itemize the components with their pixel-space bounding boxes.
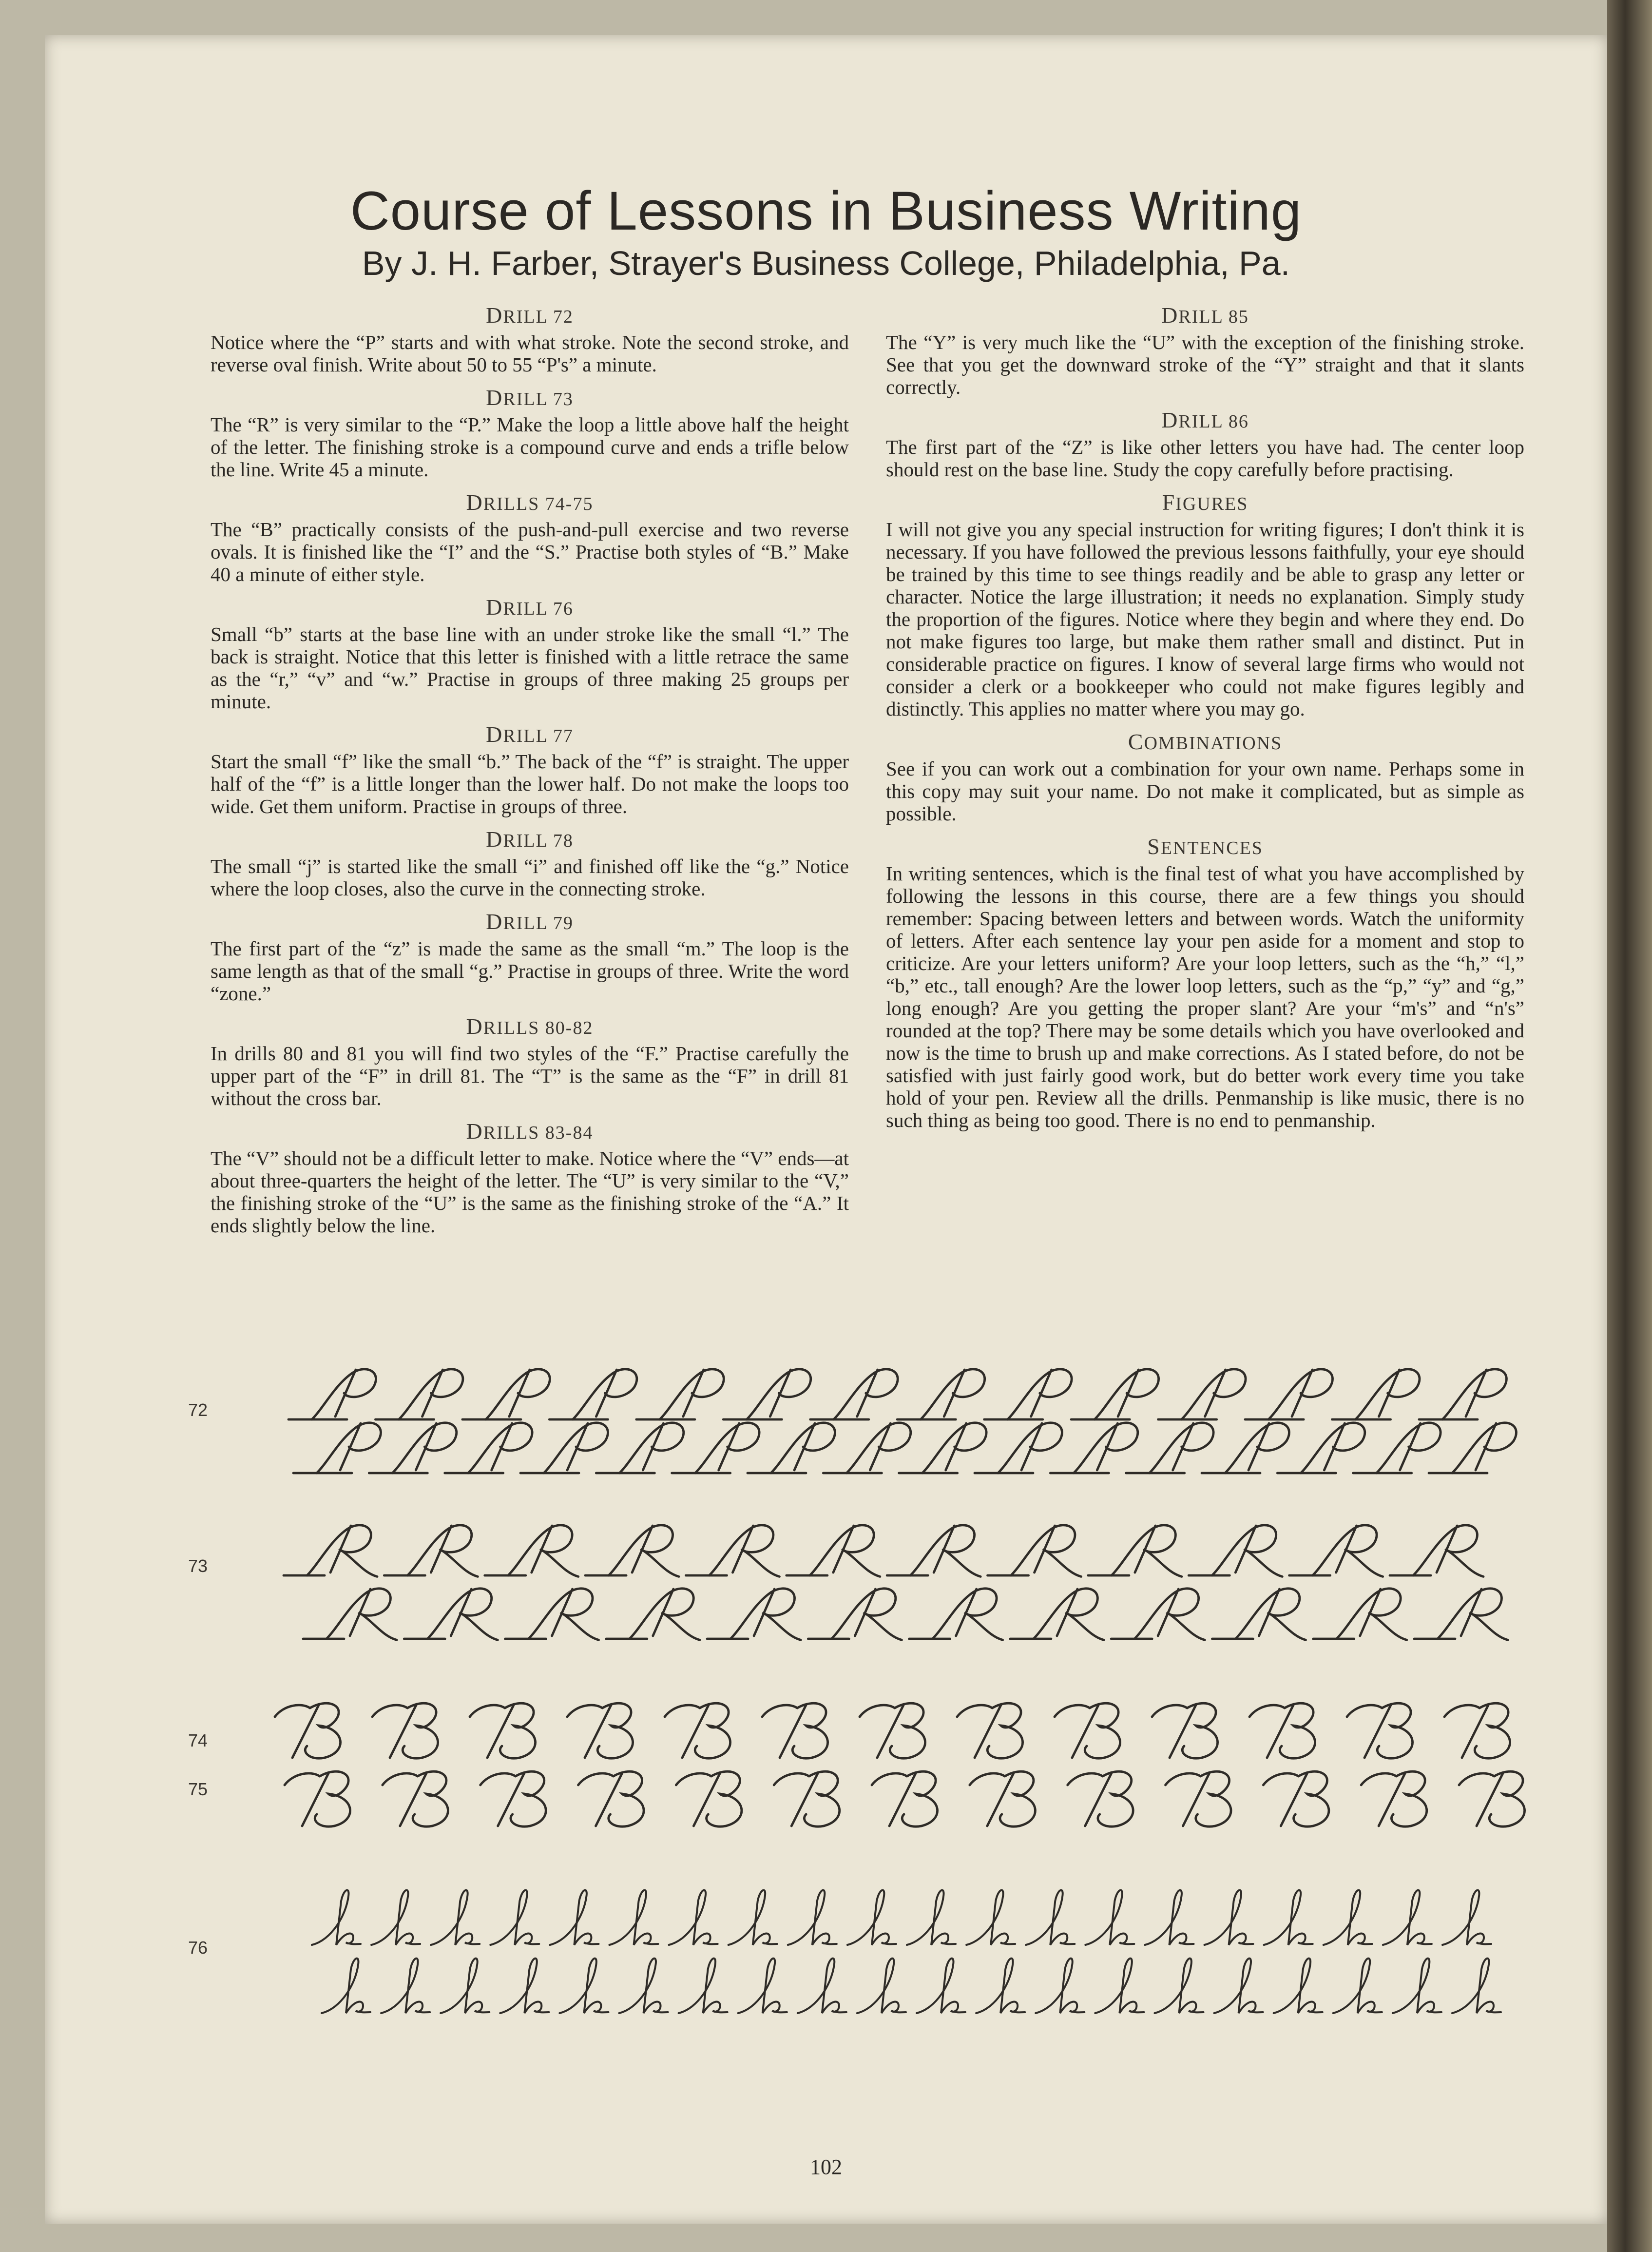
section-paragraph: Small “b” starts at the base line with an under stroke like the small “l.” The back is straight. Notice that this letter is finished with a little retrace the same as the “r,” “v” and “w.” Practise in groups of three making 25 groups per minute. (211, 623, 849, 713)
right-section (886, 302, 1524, 398)
left-section (211, 489, 849, 585)
section-paragraph: The “B” practically consists of the push-and-pull exercise and two reverse ovals. It is finished like the “I” and the “S.” Practise both styles of “B.” Make 40 a minute of either style. (211, 518, 849, 585)
section-heading: DRILLS 83-84 (466, 1119, 594, 1144)
section-heading: DRILL 76 (486, 595, 574, 620)
book-spine (1607, 0, 1652, 2252)
right-section (886, 834, 1524, 1131)
section-heading: DRILLS 74-75 (466, 490, 594, 515)
right-section (886, 489, 1524, 720)
plate-label-75: 75 (188, 1779, 208, 1799)
section-paragraph: The “R” is very similar to the “P.” Make the loop a little above half the height of the letter. The finishing stroke is a compound curve and ends a trifle below the line. Write 45 a minute. (211, 413, 849, 481)
section-heading: DRILLS 80-82 (466, 1014, 594, 1039)
section-paragraph: In writing sentences, which is the final test of what you have accomplished by following the lessons in this course, there are a few things you should remember: Spacing between letters and between words. Watch the uniformity of letters. After each sentence lay your pen aside for a moment and stop to criticize. Are your letters uniform? Are your loop letters, such as the “h,” “l,” “b,” etc., tall enough? Are the lower loop letters, such as the “p,” “y” and “g,” long enough? Are you getting the proper slant? Are your “m's” and “n's” rounded at the top? There may be some details which you have overlooked and now is the time to brush up and make corrections. As I stated before, do not be satisfied with just fairly good work, but do better work every time you take hold of your pen. Review all the drills. Penmanship is like music, there is no such thing as being too good. There is no end to penmanship. (886, 862, 1524, 1131)
right-section (886, 407, 1524, 481)
section-paragraph: The first part of the “z” is made the same as the small “m.” The loop is the same length as that of the small “g.” Practise in groups of three. Write the word “zone.” (211, 937, 849, 1005)
plate-label-74: 74 (188, 1730, 208, 1750)
section-paragraph: The “Y” is very much like the “U” with the exception of the finishing stroke. See that you get the downward stroke of the “Y” straight and that it slants correctly. (886, 331, 1524, 398)
section-heading: DRILL 77 (486, 722, 574, 747)
section-heading: DRILL 78 (486, 827, 574, 852)
section-heading: COMBINATIONS (1128, 729, 1283, 754)
left-section (211, 1118, 849, 1237)
page-number: 102 (810, 2155, 842, 2179)
section-heading: SENTENCES (1147, 834, 1263, 859)
right-text-column (886, 302, 1524, 1140)
section-heading: DRILL 85 (1161, 303, 1249, 328)
left-section (211, 385, 849, 481)
section-paragraph: See if you can work out a combination for your own name. Perhaps some in this copy may suit your name. Do not make it complicated, but as simple as possible. (886, 757, 1524, 825)
left-section (211, 594, 849, 713)
section-heading: FIGURES (1162, 490, 1249, 515)
plate-label-76: 76 (188, 1938, 208, 1958)
left-section (211, 826, 849, 900)
left-section (211, 1013, 849, 1109)
left-text-column (211, 302, 849, 1245)
section-heading: DRILL 73 (486, 385, 574, 410)
article-title: Course of Lessons in Business Writing (350, 180, 1302, 241)
section-paragraph: In drills 80 and 81 you will find two styles of the “F.” Practise carefully the upper part of the “F” in drill 81. The “T” is the same as the “F” in drill 81 without the cross bar. (211, 1042, 849, 1109)
left-section (211, 302, 849, 376)
right-section (886, 729, 1524, 825)
left-section (211, 721, 849, 817)
section-heading: DRILL 86 (1161, 408, 1249, 432)
article-byline: By J. H. Farber, Strayer's Business College, Philadelphia, Pa. (362, 244, 1290, 282)
section-paragraph: The small “j” is started like the small “i” and finished off like the “g.” Notice where the loop closes, also the curve in the connecting stroke. (211, 855, 849, 900)
section-paragraph: Start the small “f” like the small “b.” The back of the “f” is straight. The upper half of the “f” is a little longer than the lower half. Do not make the loops too wide. Get them uniform. Practise in groups of three. (211, 750, 849, 817)
left-section (211, 909, 849, 1005)
section-heading: DRILL 72 (486, 303, 574, 328)
plate-label-73: 73 (188, 1556, 208, 1576)
section-heading: DRILL 79 (486, 909, 574, 934)
section-paragraph: I will not give you any special instruction for writing figures; I don't think it is necessary. If you have followed the previous lessons faithfully, your eye should be trained by this time to see things readily and be able to grasp any letter or character. Notice the large illustration; it needs no explanation. Simply study the proportion of the figures. Notice where they begin and where they end. Do not make figures too large, but make them rather small and distinct. Put in considerable practice on figures. I know of several large firms who would not consider a clerk or a bookkeeper who could not make figures legibly and distinctly. This applies no matter where you may go. (886, 518, 1524, 720)
section-paragraph: The first part of the “Z” is like other letters you have had. The center loop should rest on the base line. Study the copy carefully before practising. (886, 436, 1524, 481)
plate-label-72: 72 (188, 1400, 208, 1420)
section-paragraph: Notice where the “P” starts and with what stroke. Note the second stroke, and reverse oval finish. Write about 50 to 55 “P's” a minute. (211, 331, 849, 376)
section-paragraph: The “V” should not be a difficult letter to make. Notice where the “V” ends—at about three-quarters the height of the letter. The “U” is very similar to the “V,” the finishing stroke of the “U” is the same as the finishing stroke of the “A.” It ends slightly below the line. (211, 1147, 849, 1237)
